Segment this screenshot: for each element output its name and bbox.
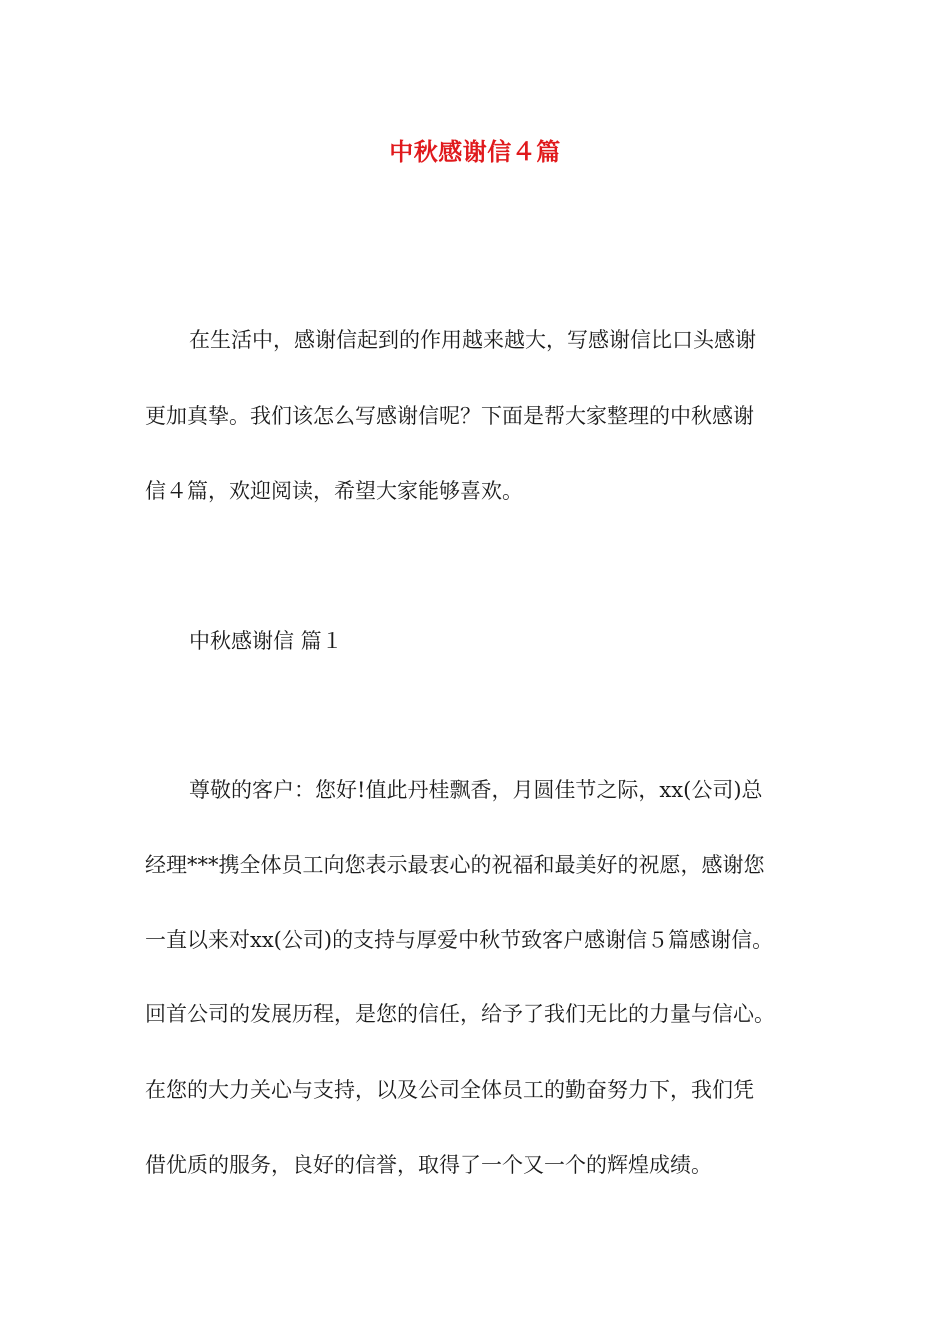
intro-line-2: 更加真挚。我们该怎么写感谢信呢？下面是帮大家整理的中秋感谢 [145,404,754,428]
letter-line-5: 在您的大力关心与支持，以及公司全体员工的勤奋努力下，我们凭 [145,1078,754,1102]
section-heading: 中秋感谢信 篇１ [189,629,343,653]
letter-line-3: 一直以来对xx(公司)的支持与厚爱中秋节致客户感谢信５篇感谢信。 [145,928,774,952]
document-title: 中秋感谢信４篇 [389,137,561,166]
letter-line-1: 尊敬的客户：您好!值此丹桂飘香，月圆佳节之际，xx(公司)总 [189,778,763,802]
letter-line-4: 回首公司的发展历程，是您的信任，给予了我们无比的力量与信心。 [145,1002,775,1026]
letter-line-2: 经理***携全体员工向您表示最衷心的祝福和最美好的祝愿，感谢您 [145,853,765,877]
intro-line-3: 信４篇，欢迎阅读，希望大家能够喜欢。 [145,479,523,503]
intro-line-1: 在生活中，感谢信起到的作用越来越大，写感谢信比口头感谢 [189,328,756,352]
letter-line-6: 借优质的服务，良好的信誉，取得了一个又一个的辉煌成绩。 [145,1153,712,1177]
